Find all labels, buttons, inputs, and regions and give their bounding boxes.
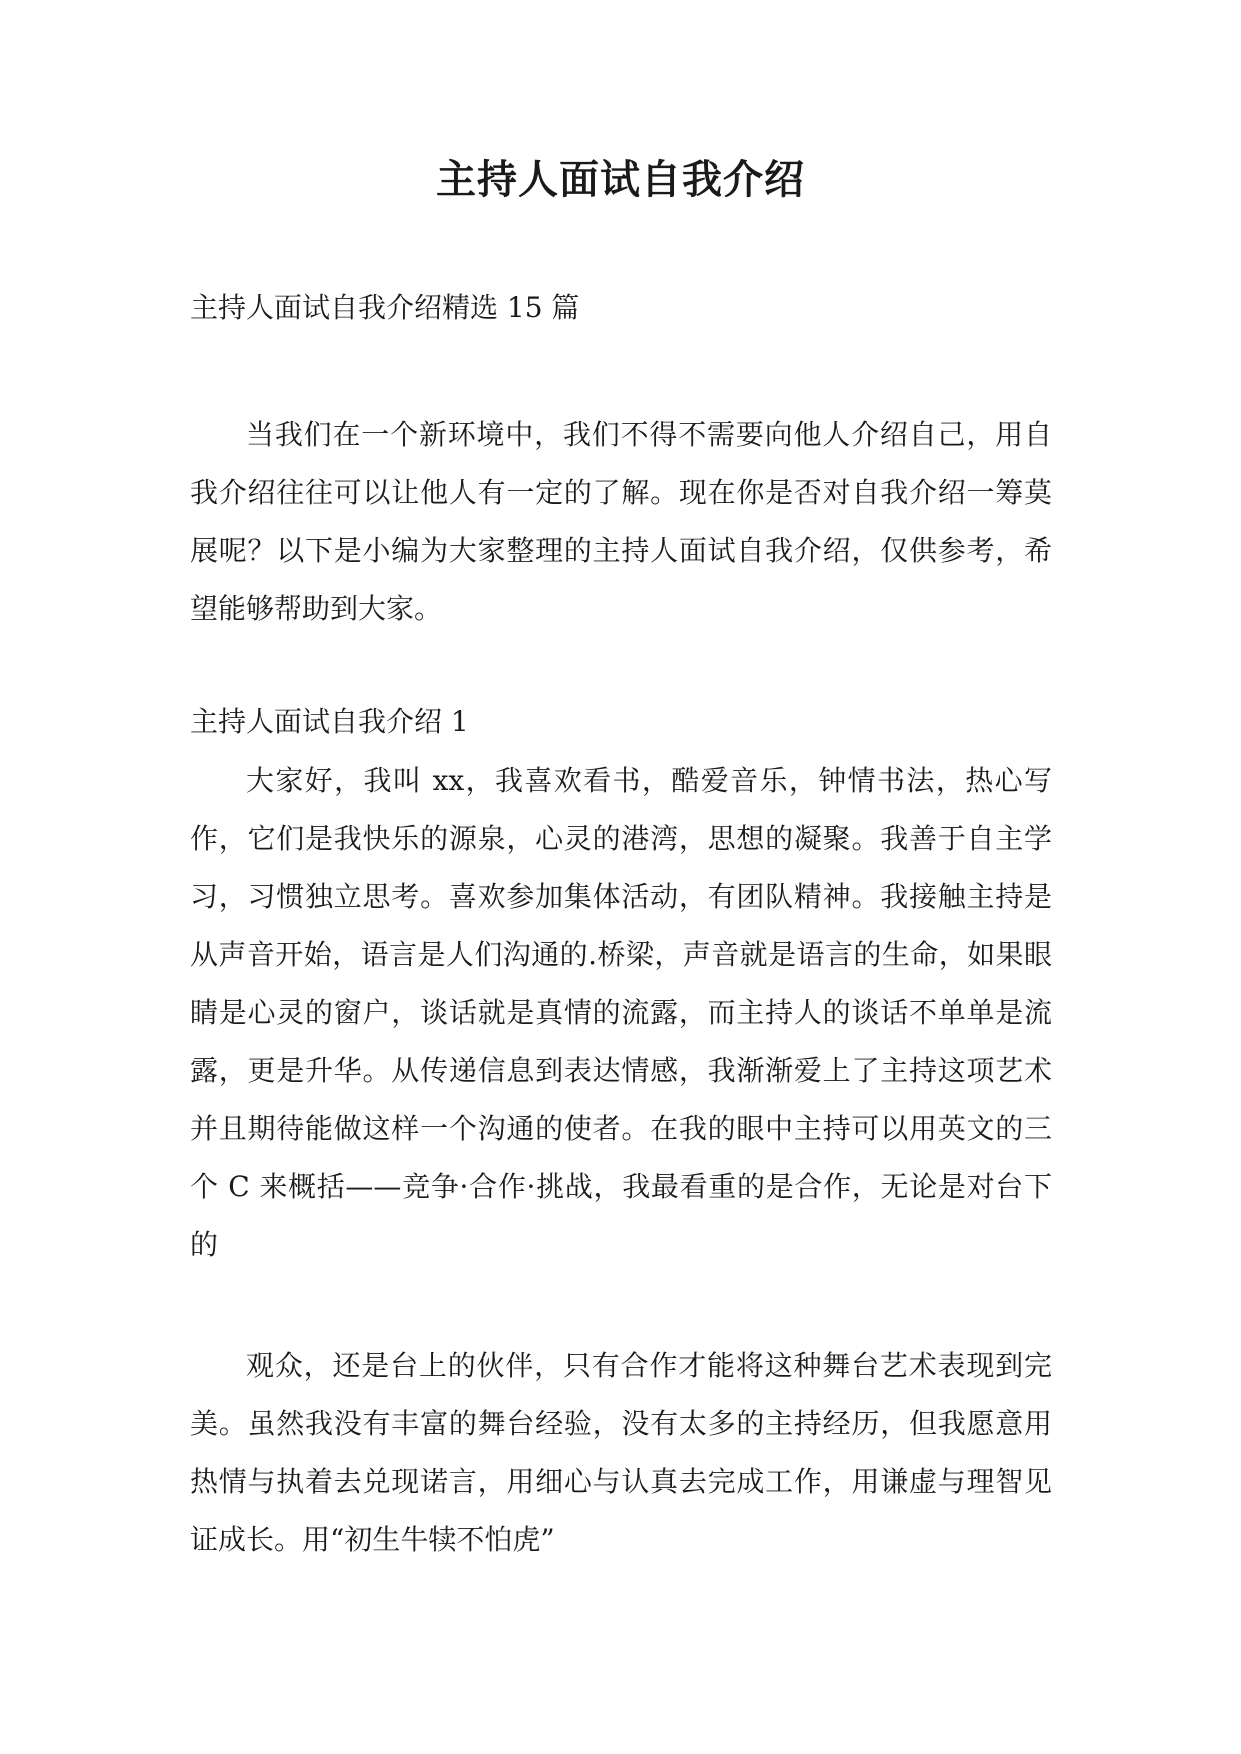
body-paragraph-2: 观众，还是台上的伙伴，只有合作才能将这种舞台艺术表现到完美。虽然我没有丰富的舞台经验，没有太多的主持经历，但我愿意用热情与执着去兑现诺言，用细心与认真去完成工作，用谦虚与理智见证成长。用“初生牛犊不怕虎” [190, 1349, 1052, 1556]
document-subtitle: 主持人面试自我介绍精选 15 篇 [190, 291, 580, 324]
intro-paragraph: 当我们在一个新环境中，我们不得不需要向他人介绍自己，用自我介绍往往可以让他人有一定的了解。现在你是否对自我介绍一筹莫展呢？以下是小编为大家整理的主持人面试自我介绍，仅供参考，希望能够帮助到大家。 [190, 418, 1052, 625]
body-paragraph-1: 大家好，我叫 xx，我喜欢看书，酷爱音乐，钟情书法，热心写作，它们是我快乐的源泉，心灵的港湾，思想的凝聚。我善于自主学习，习惯独立思考。喜欢参加集体活动，有团队精神。我接触主持是从声音开始，语言是人们沟通的.桥梁，声音就是语言的生命，如果眼睛是心灵的窗户，谈话就是真情的流露，而主持人的谈话不单单是流露，更是升华。从传递信息到表达情感，我渐渐爱上了主持这项艺术并且期待能做这样一个沟通的使者。在我的眼中主持可以用英文的三个 C 来概括——竞争·合作·挑战，我最看重的是合作，无论是对台下的 [190, 764, 1052, 1261]
document-title: 主持人面试自我介绍 [436, 157, 805, 203]
section-heading: 主持人面试自我介绍 1 [190, 705, 469, 738]
